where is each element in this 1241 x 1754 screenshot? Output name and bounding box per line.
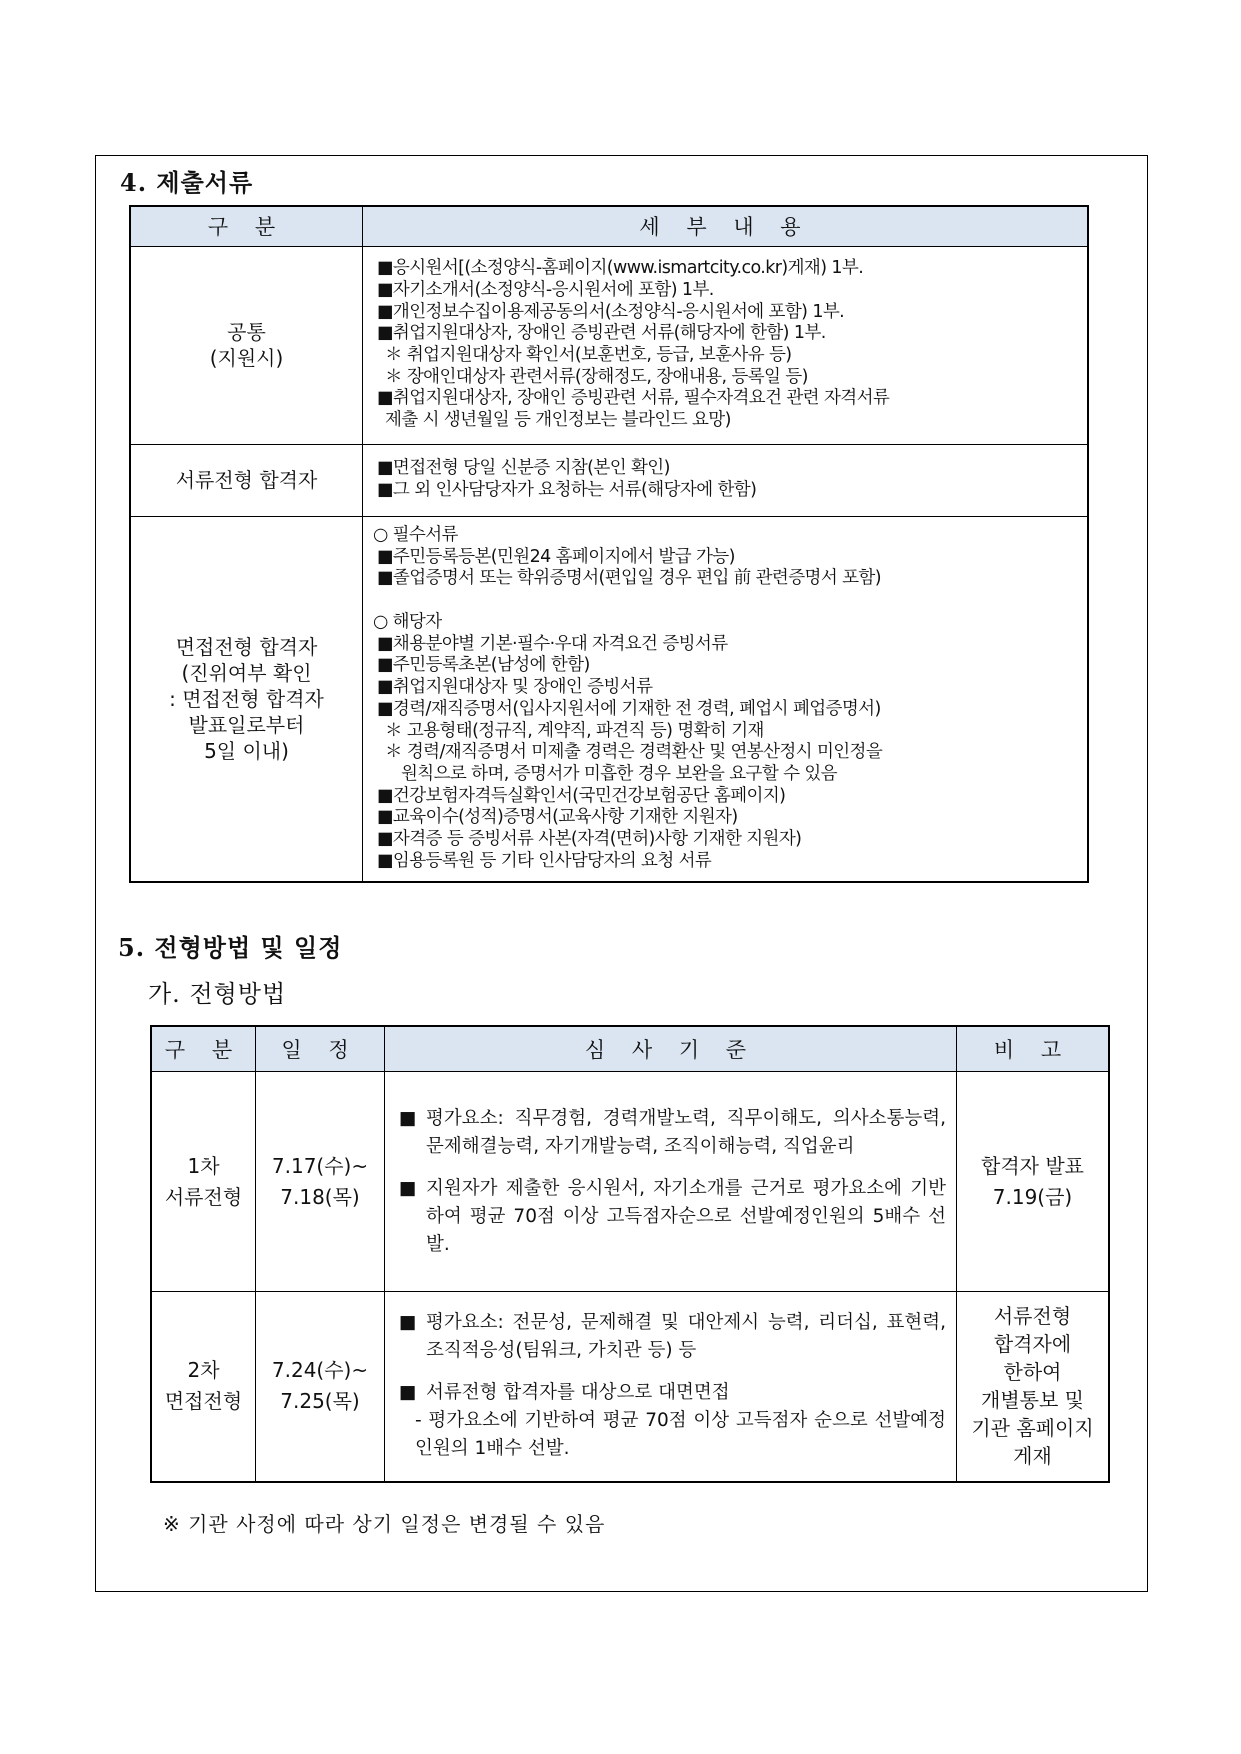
screening-table	[150, 1025, 1110, 1483]
table-row	[130, 246, 1088, 444]
list-item: ＊ 경력/재직증명서 미제출 경력은 경력환산 및 연봉산정시 미인정을	[385, 742, 883, 763]
criteria-cell	[385, 1072, 957, 1292]
list-heading: ○ 필수서류	[373, 524, 458, 545]
col-header-remarks: 비 고	[957, 1026, 1110, 1072]
list-item: ■그 외 인사담당자가 요청하는 서류(해당자에 한함)	[377, 480, 757, 500]
list-heading: ○ 해당자	[373, 612, 442, 633]
row-details-interview-passer	[363, 516, 1089, 882]
list-item: ■교육이수(성적)증명서(교육사항 기재한 지원자)	[377, 807, 738, 828]
stage-cell: 1차 서류전형	[151, 1072, 256, 1292]
list-item: ■ 지원자가 제출한 응시원서, 자기소개를 근거로 평가요소에 기반하여 평균 70점 이상 고득점자순으로 선발예정인원의 5배수 선발.	[399, 1177, 946, 1255]
list-item: ■면접전형 당일 신분증 지참(본인 확인)	[377, 458, 670, 479]
list-item: 원칙으로 하며, 증명서가 미흡한 경우 보완을 요구할 수 있음	[401, 764, 837, 784]
stage-cell: 2차 면접전형	[151, 1292, 256, 1482]
row-label-interview-passer: 면접전형 합격자 (진위여부 확인 : 면접전형 합격자 발표일로부터 5일 이내)	[130, 516, 363, 882]
col-header-category: 구 분	[130, 206, 363, 246]
section-4-title: 4. 제출서류	[120, 168, 254, 197]
list-item: ■개인정보수집이용제공동의서(소정양식-응시원서에 포함) 1부.	[377, 301, 845, 322]
row-label-common: 공통 (지원시)	[130, 246, 363, 444]
section-5-title: 5. 전형방법 및 일정	[118, 933, 343, 962]
list-item: ■졸업증명서 또는 학위증명서(편입일 경우 편입 前 관련증명서 포함)	[377, 568, 881, 589]
list-item: ■자기소개서(소정양식-응시원서에 포함) 1부.	[377, 279, 714, 300]
list-item: ■응시원서[(소정양식-홈페이지(www.ismartcity.co.kr)게재) 1부.	[377, 258, 864, 279]
col-header-schedule: 일 정	[256, 1026, 385, 1072]
list-item: ■임용등록원 등 기타 인사담당자의 요청 서류	[377, 850, 712, 871]
table-row	[130, 516, 1088, 882]
col-header-category: 구 분	[151, 1026, 256, 1072]
schedule-footnote: ※ 기관 사정에 따라 상기 일정은 변경될 수 있음	[163, 1512, 606, 1536]
section-5-subtitle: 가. 전형방법	[148, 980, 287, 1008]
table-row	[130, 444, 1088, 516]
list-item: ＊ 장애인대상자 관련서류(장해정도, 장애내용, 등록일 등)	[385, 366, 808, 387]
list-item: ■건강보험자격득실확인서(국민건강보험공단 홈페이지)	[377, 785, 786, 806]
schedule-cell: 7.17(수)~ 7.18(목)	[256, 1072, 385, 1292]
col-header-details: 세 부 내 용	[363, 206, 1089, 246]
list-item: ■ 서류전형 합격자를 대상으로 대면면접	[399, 1382, 730, 1404]
remarks-cell: 서류전형 합격자에 한하여 개별통보 및 기관 홈페이지 게재	[957, 1292, 1110, 1482]
list-item: ＊ 고용형태(정규직, 계약직, 파견직 등) 명확히 기재	[385, 720, 764, 741]
schedule-cell: 7.24(수)~ 7.25(목)	[256, 1292, 385, 1482]
list-item: ■주민등록등본(민원24 홈페이지에서 발급 가능)	[377, 546, 735, 567]
list-item: ■취업지원대상자, 장애인 증빙관련 서류(해당자에 한함) 1부.	[377, 323, 826, 344]
list-item: ＊ 취업지원대상자 확인서(보훈번호, 등급, 보훈사유 등)	[385, 345, 792, 365]
list-item: ■채용분야별 기본·필수·우대 자격요건 증빙서류	[377, 633, 728, 654]
list-subitem: - 평가요소에 기반하여 평균 70점 이상 고득점자 순으로 선발예정인원의 1배수 선발.	[415, 1410, 946, 1460]
table-row	[151, 1072, 1109, 1292]
list-item: 제출 시 생년월일 등 개인정보는 블라인드 요망)	[385, 410, 731, 431]
documents-table	[129, 205, 1089, 883]
table-row	[151, 1292, 1109, 1482]
row-details-document-passer	[363, 444, 1089, 516]
list-item: ■주민등록초본(남성에 한함)	[377, 655, 590, 676]
col-header-criteria: 심 사 기 준	[385, 1026, 957, 1072]
remarks-cell: 합격자 발표 7.19(금)	[957, 1072, 1110, 1292]
row-details-common	[363, 246, 1089, 444]
list-item: ■자격증 등 증빙서류 사본(자격(면허)사항 기재한 지원자)	[377, 829, 802, 850]
row-label-document-passer: 서류전형 합격자	[130, 444, 363, 516]
list-item: ■경력/재직증명서(입사지원서에 기재한 전 경력, 폐업시 폐업증명서)	[377, 698, 881, 719]
list-item: ■ 평가요소: 직무경험, 경력개발노력, 직무이해도, 의사소통능력, 문제해결능력, 자기개발능력, 조직이해능력, 직업윤리	[399, 1107, 946, 1157]
list-item: ■ 평가요소: 전문성, 문제해결 및 대안제시 능력, 리더십, 표현력, 조직적응성(팀워크, 가치관 등) 등	[399, 1312, 946, 1362]
criteria-cell	[385, 1292, 957, 1482]
list-item: ■취업지원대상자 및 장애인 증빙서류	[377, 677, 653, 698]
list-item: ■취업지원대상자, 장애인 증빙관련 서류, 필수자격요건 관련 자격서류	[377, 388, 890, 409]
